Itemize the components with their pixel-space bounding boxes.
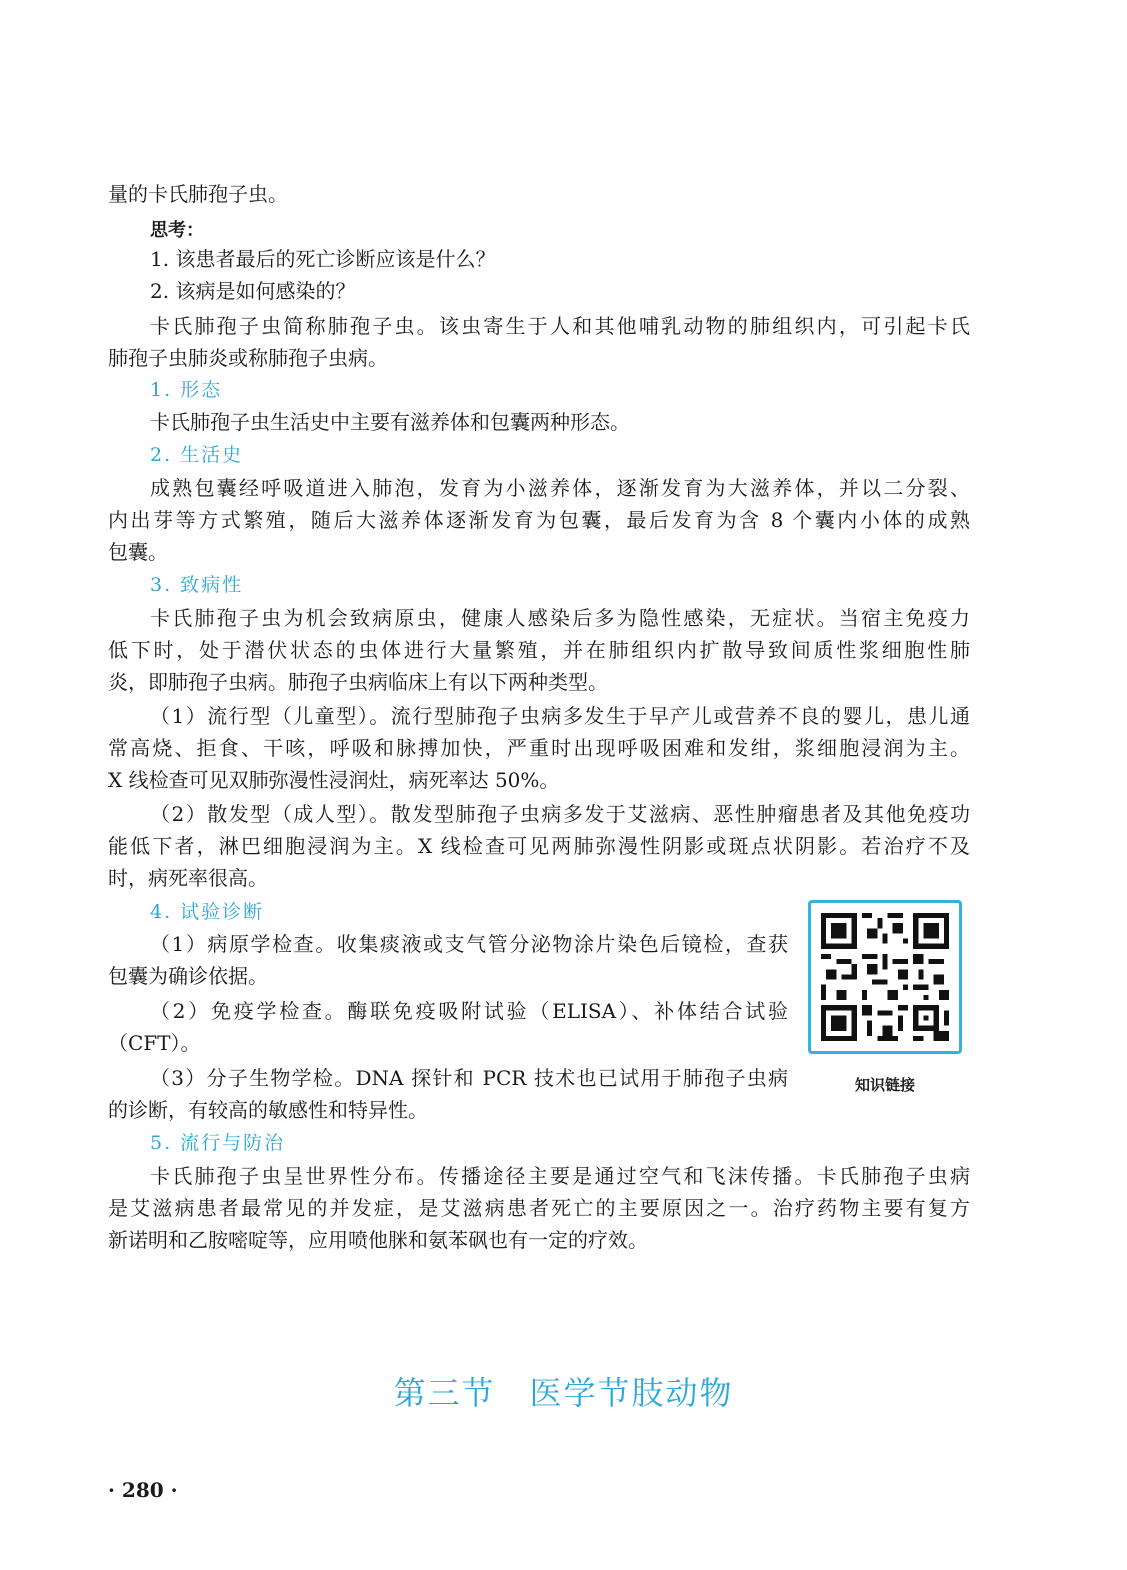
intro-text: 量的卡氏肺孢子虫。 [108,182,288,206]
heading-diagnosis: 4. 试验诊断 [150,901,265,923]
heading-life-cycle: 2. 生活史 [150,444,244,466]
question-1: 1. 该患者最后的死亡诊断应该是什么？ [150,247,496,271]
pathogenicity-paragraph: 卡氏肺孢子虫为机会致病原虫，健康人感染后多为隐性感染，无症状。当宿主免疫力 低下时，处于潜伏状态的虫体进行大量繁殖，并在肺组织内扩散导致间质性浆细胞性肺 炎，即肺孢子虫病。肺孢子虫病临床上有以下两种类型。 [108,606,970,694]
heading-pathogenicity: 3. 致病性 [150,574,244,596]
think-label: 思考： [150,220,204,241]
qr-code-icon [821,913,949,1041]
diagnosis-item-1: （1）病原学检查。收集痰液或支气管分泌物涂片染色后镜检，查获 包囊为确诊依据。 [108,932,788,988]
heading-morphology: 1. 形态 [150,379,223,401]
page-number: · 280 · [108,1478,178,1502]
pathogenicity-type1: （1）流行型（儿童型）。流行型肺孢子虫病多发生于早产儿或营养不良的婴儿，患儿通 常高烧、拒食、干咳，呼吸和脉搏加快，严重时出现呼吸困难和发绀，浆细胞浸润为主。 X 线检查可见双肺弥漫性浸润灶，病死率达 50%。 [108,704,970,792]
morphology-paragraph: 卡氏肺孢子虫生活史中主要有滋养体和包囊两种形态。 [150,410,630,434]
qr-code[interactable] [808,900,962,1054]
heading-epidemiology: 5. 流行与防治 [150,1132,286,1154]
question-2: 2. 该病是如何感染的？ [150,279,356,303]
questions [108,243,970,307]
diagnosis-item-2: （2）免疫学检查。酶联免疫吸附试验（ELISA）、补体结合试验 （CFT）。 [108,999,788,1055]
life-cycle-paragraph: 成熟包囊经呼吸道进入肺泡，发育为小滋养体，逐渐发育为大滋养体，并以二分裂、 内出芽等方式繁殖，随后大滋养体逐渐发育为包囊，最后发育为含 8 个囊内小体的成熟 包囊。 [108,476,970,564]
definition-paragraph: 卡氏肺孢子虫简称肺孢子虫。该虫寄生于人和其他哺乳动物的肺组织内，可引起卡氏 肺孢子虫肺炎或称肺孢子虫病。 [108,314,970,370]
pathogenicity-type2: （2）散发型（成人型）。散发型肺孢子虫病多发于艾滋病、恶性肿瘤患者及其他免疫功 能低下者，淋巴细胞浸润为主。X 线检查可见两肺弥漫性阴影或斑点状阴影。若治疗不及 时，病死率很高。 [108,802,970,890]
diagnosis-item-3: （3）分子生物学检。DNA 探针和 PCR 技术也已试用于肺孢子虫病 的诊断，有较高的敏感性和特异性。 [108,1066,788,1122]
section-title: 第三节 医学节肢动物 [393,1374,734,1412]
qr-label: 知识链接 [854,1076,915,1094]
epidemiology-paragraph: 卡氏肺孢子虫呈世界性分布。传播途径主要是通过空气和飞沫传播。卡氏肺孢子虫病 是艾滋病患者最常见的并发症，是艾滋病患者死亡的主要原因之一。治疗药物主要有复方 新诺明和乙胺嘧啶等，应用喷他脒和氨苯砜也有一定的疗效。 [108,1164,970,1252]
